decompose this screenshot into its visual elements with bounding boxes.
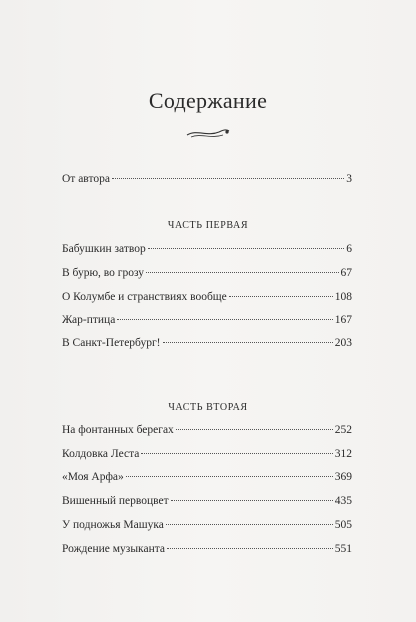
toc-entry[interactable] [62,447,352,461]
toc-entry[interactable] [62,518,352,532]
leader-dots [148,248,345,249]
toc-entry[interactable] [62,336,352,350]
toc-entry-page: 551 [334,543,352,555]
toc-entry-page: 3 [346,173,352,185]
toc-entry-page: 505 [334,519,352,531]
toc-entry[interactable] [62,470,352,484]
toc-entry[interactable] [62,266,352,280]
leader-dots [117,319,332,320]
toc-entry-page: 108 [334,291,352,303]
toc-entry-title: «Моя Арфа» [62,471,124,483]
toc-entry-page: 67 [340,267,352,279]
toc-entry-title: О Колумбе и странствиях вообще [62,291,227,303]
toc-entry[interactable] [62,313,352,327]
leader-dots [112,178,344,179]
leader-dots [141,453,332,454]
leader-dots [171,500,333,501]
toc-entry[interactable] [62,242,352,256]
toc-entry-page: 252 [334,424,352,436]
ornament-icon [183,124,233,140]
toc-entry[interactable] [62,494,352,508]
toc-entry[interactable] [62,542,352,556]
leader-dots [166,524,333,525]
toc-entry-title: В бурю, во грозу [62,267,145,279]
page-title: Содержание [148,88,268,113]
toc-entry-title: Рождение музыканта [62,543,166,555]
toc-entry-page: 369 [334,471,352,483]
toc-entry-title: У подножья Машука [62,519,164,531]
toc-entry-page: 167 [334,314,352,326]
toc-entry-page: 6 [346,243,352,255]
leader-dots [167,548,333,549]
toc-entry-page: 312 [334,448,352,460]
toc-entry-title: На фонтанных берегах [62,424,174,436]
toc-entry-page: 203 [334,337,352,349]
toc-entry-intro[interactable] [62,172,352,186]
leader-dots [229,296,333,297]
toc-entry-page: 435 [334,495,352,507]
leader-dots [163,342,333,343]
part-heading-2: ЧАСТЬ ВТОРАЯ [168,402,248,413]
toc-entry[interactable] [62,290,352,304]
toc-entry-title: Бабушкин затвор [62,243,146,255]
toc-entry-title: Вишенный первоцвет [62,495,169,507]
leader-dots [146,272,338,273]
toc-entry[interactable] [62,423,352,437]
leader-dots [176,429,333,430]
part-heading-1: ЧАСТЬ ПЕРВАЯ [167,220,249,231]
toc-entry-title: Жар-птица [62,314,116,326]
toc-entry-title: Колдовка Леста [62,448,140,460]
toc-entry-title: В Санкт-Петербург! [62,337,161,349]
leader-dots [126,476,333,477]
toc-entry-title: От автора [62,173,110,185]
